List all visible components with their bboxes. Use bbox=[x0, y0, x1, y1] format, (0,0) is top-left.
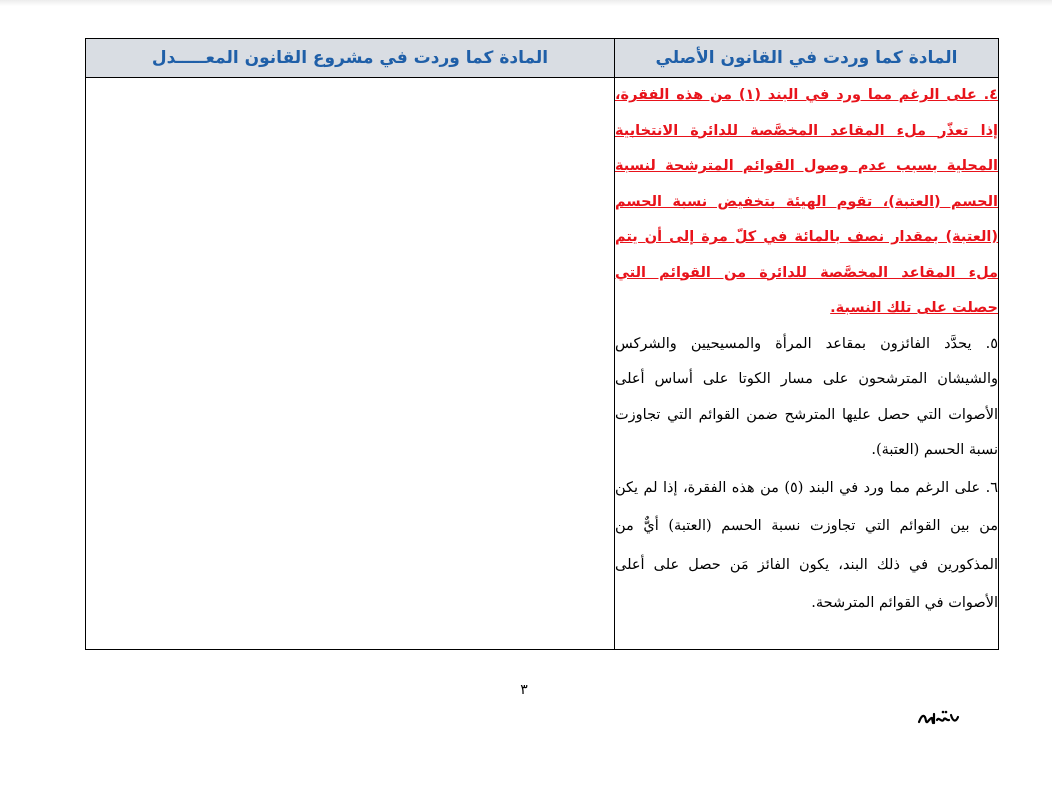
page-top-edge bbox=[0, 0, 1052, 6]
clause-5: ٥. يحدَّد الفائزون بمقاعد المرأة والمسيحيين والشركس والشيشان المترشحون على مسار الكوتا على أساس أعلى الأصوات التي حصل عليها المترشح ضمن القوائم التي تجاوزت نسبة الحسم (العتبة). bbox=[615, 335, 998, 458]
signature-icon bbox=[916, 708, 962, 728]
page-number: ٣ bbox=[520, 682, 528, 698]
amended-law-cell bbox=[86, 78, 615, 650]
clause-4-highlighted: ٤. على الرغم مما ورد في البند (١) من هذه الفقرة، إذا تعذّر ملء المقاعد المخصَّصة للدائرة الانتخابية المحلية بسبب عدم وصول القوائم المترشحة لنسبة الحسم (العتبة)، تقوم الهيئة بتخفيض نسبة الحسم (العتبة) بمقدار نصف بالمائة في كلّ مرة إلى أن يتم ملء المقاعد المخصَّصة للدائرة من القوائم التي حصلت على تلك النسبة. bbox=[615, 87, 998, 316]
header-amended-law: المادة كما وردت في مشروع القانون المعـــــدل bbox=[86, 39, 615, 78]
table-row bbox=[86, 78, 999, 650]
header-original-law: المادة كما وردت في القانون الأصلي bbox=[615, 39, 999, 78]
table-header-row bbox=[86, 39, 999, 78]
original-law-cell bbox=[615, 78, 999, 650]
clause-6: ٦. على الرغم مما ورد في البند (٥) من هذه الفقرة، إذا لم يكن من بين القوائم التي تجاوزت نسبة الحسم (العتبة) أيٌّ من المذكورين في ذلك البند، يكون الفائز مَن حصل على أعلى الأصوات في القوائم المترشحة. bbox=[615, 479, 998, 611]
comparison-table bbox=[85, 38, 999, 650]
